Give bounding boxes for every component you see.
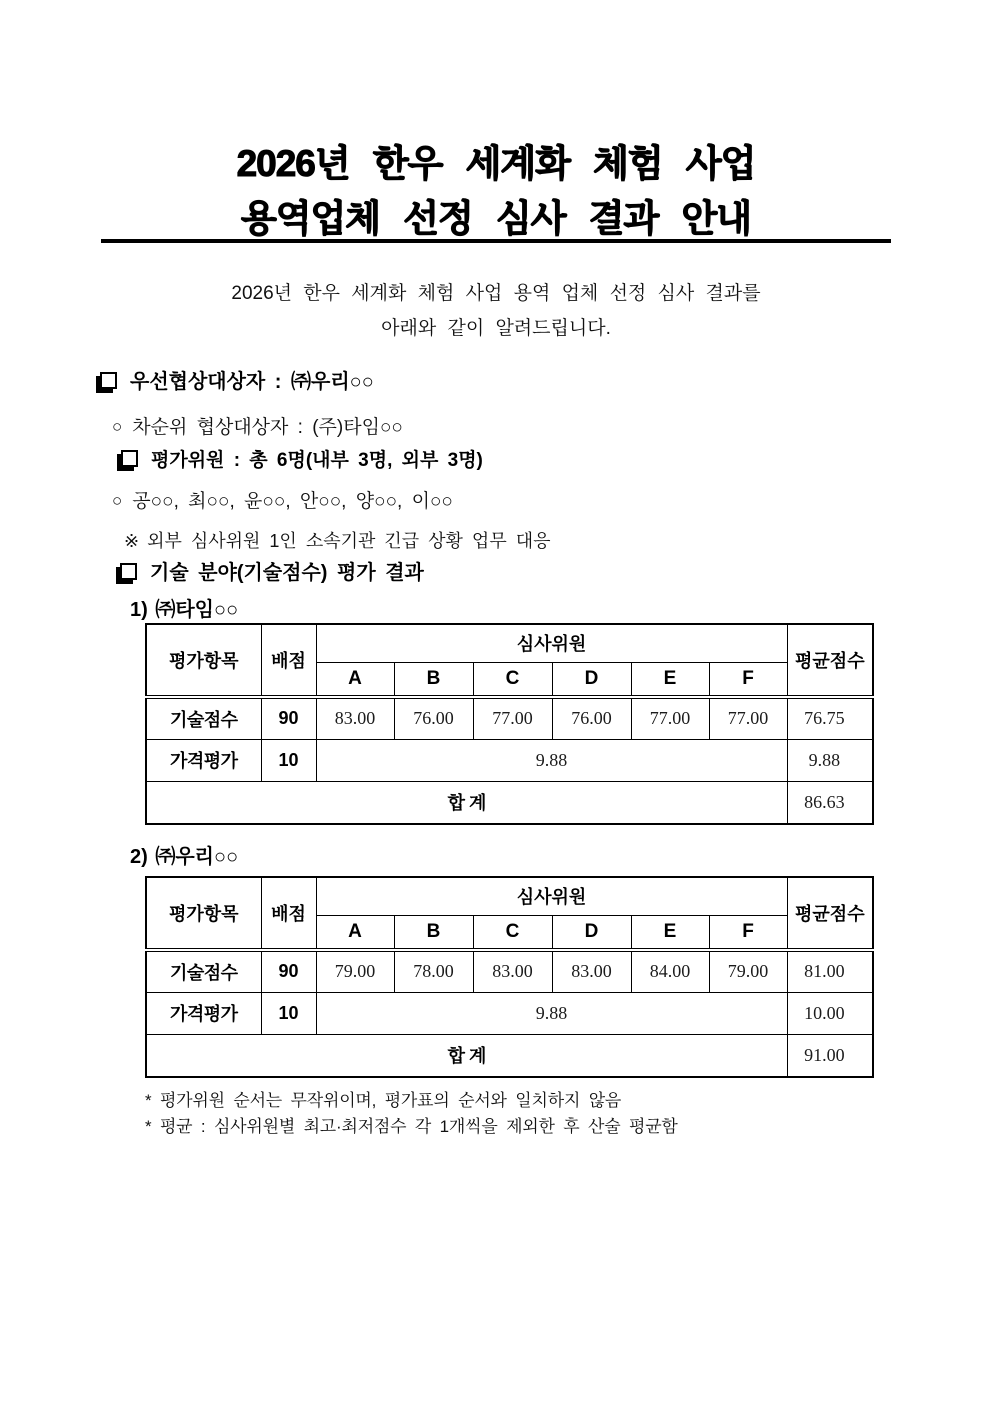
row-points-cell: 10 — [261, 992, 316, 1034]
judge-col-d: D — [552, 662, 631, 697]
score-cell: 79.00 — [316, 950, 394, 992]
intro-line-2: 아래와 같이 알려드립니다. — [381, 318, 611, 339]
header-points-cell: 배점 — [261, 624, 316, 697]
score-table-2 — [145, 876, 874, 1078]
header-item-cell: 평가항목 — [146, 877, 261, 950]
reference-mark-icon: ※ — [124, 531, 140, 551]
total-label-cell: 합 계 — [146, 1034, 787, 1077]
score-cell: 76.00 — [394, 697, 473, 739]
score-cell: 84.00 — [631, 950, 709, 992]
bullet-committee — [121, 449, 483, 473]
judge-col-a: A — [316, 662, 394, 697]
total-value-cell: 86.63 — [787, 781, 873, 824]
table-2-number: 2) — [130, 846, 148, 868]
judge-col-e: E — [631, 915, 709, 950]
bullet-tech-section — [120, 561, 424, 585]
score-cell: 77.00 — [473, 697, 552, 739]
row-label-cell: 가격평가 — [146, 992, 261, 1034]
total-value-cell: 91.00 — [787, 1034, 873, 1077]
table-2-company: ㈜우리○○ — [155, 846, 239, 868]
footnote-1: * 평가위원 순서는 무작위이며, 평가표의 순서와 일치하지 않음 — [145, 1091, 622, 1110]
judge-col-c: C — [473, 662, 552, 697]
external-note-text: 외부 심사위원 1인 소속기관 긴급 상황 업무 대응 — [147, 531, 551, 551]
total-label-cell: 합 계 — [146, 781, 787, 824]
score-cell: 76.00 — [552, 697, 631, 739]
committee-text: 평가위원 : 총 6명(내부 3명, 외부 3명) — [151, 450, 483, 471]
judge-col-e: E — [631, 662, 709, 697]
header-points-cell: 배점 — [261, 877, 316, 950]
score-cell: 78.00 — [394, 950, 473, 992]
footnote-2: * 평균 : 심사위원별 최고·최저점수 각 1개씩을 제외한 후 산술 평균함 — [145, 1117, 678, 1136]
merged-score-cell: 9.88 — [316, 992, 787, 1034]
intro-line-1: 2026년 한우 세계화 체험 사업 용역 업체 선정 심사 결과를 — [231, 283, 761, 304]
bullet-external-note — [124, 529, 550, 553]
judge-col-f: F — [709, 662, 787, 697]
judge-col-d: D — [552, 915, 631, 950]
score-table-1 — [145, 623, 874, 825]
second-bidder-text: 차순위 협상대상자 : (주)타임○○ — [132, 417, 403, 438]
row-label-cell: 기술점수 — [146, 697, 261, 739]
title-underline-rule — [101, 239, 891, 243]
row-label-cell: 가격평가 — [146, 739, 261, 781]
row-points-cell: 90 — [261, 950, 316, 992]
tech-section-text: 기술 분야(기술점수) 평가 결과 — [150, 562, 424, 584]
judge-col-c: C — [473, 915, 552, 950]
document-title — [0, 136, 992, 246]
header-average-cell: 평균점수 — [787, 877, 873, 950]
table-2-heading — [130, 840, 238, 869]
judge-col-b: B — [394, 662, 473, 697]
table-1-heading — [130, 593, 238, 622]
row-points-cell: 10 — [261, 739, 316, 781]
average-value-cell: 10.00 — [787, 992, 873, 1034]
table-1-number: 1) — [130, 599, 148, 621]
circle-bullet-icon: ○ — [112, 491, 123, 510]
header-judges-cell: 심사위원 — [316, 624, 787, 662]
square-bullet-icon — [121, 450, 138, 467]
judge-col-a: A — [316, 915, 394, 950]
bullet-second-bidder — [112, 416, 403, 440]
bullet-committee-members — [112, 490, 453, 514]
header-judges-cell: 심사위원 — [316, 877, 787, 915]
judge-col-b: B — [394, 915, 473, 950]
average-value-cell: 9.88 — [787, 739, 873, 781]
bullet-preferred-bidder — [100, 370, 374, 394]
score-cell: 79.00 — [709, 950, 787, 992]
table-1-company: ㈜타임○○ — [155, 599, 239, 621]
preferred-bidder-text: 우선협상대상자 : ㈜우리○○ — [130, 371, 374, 393]
average-value-cell: 76.75 — [787, 697, 873, 739]
title-line-1: 2026년 한우 세계화 체험 사업 — [236, 143, 756, 184]
square-bullet-icon — [100, 372, 117, 389]
score-cell: 83.00 — [552, 950, 631, 992]
header-average-cell: 평균점수 — [787, 624, 873, 697]
committee-members-text: 공○○, 최○○, 윤○○, 안○○, 양○○, 이○○ — [132, 491, 453, 512]
score-cell: 83.00 — [473, 950, 552, 992]
header-item-cell: 평가항목 — [146, 624, 261, 697]
score-cell: 77.00 — [631, 697, 709, 739]
circle-bullet-icon: ○ — [112, 417, 123, 436]
judge-col-f: F — [709, 915, 787, 950]
merged-score-cell: 9.88 — [316, 739, 787, 781]
row-label-cell: 기술점수 — [146, 950, 261, 992]
score-cell: 83.00 — [316, 697, 394, 739]
intro-paragraph — [0, 276, 992, 346]
square-bullet-icon — [120, 563, 137, 580]
score-cell: 77.00 — [709, 697, 787, 739]
title-line-2: 용역업체 선정 심사 결과 안내 — [240, 198, 752, 239]
row-points-cell: 90 — [261, 697, 316, 739]
average-value-cell: 81.00 — [787, 950, 873, 992]
